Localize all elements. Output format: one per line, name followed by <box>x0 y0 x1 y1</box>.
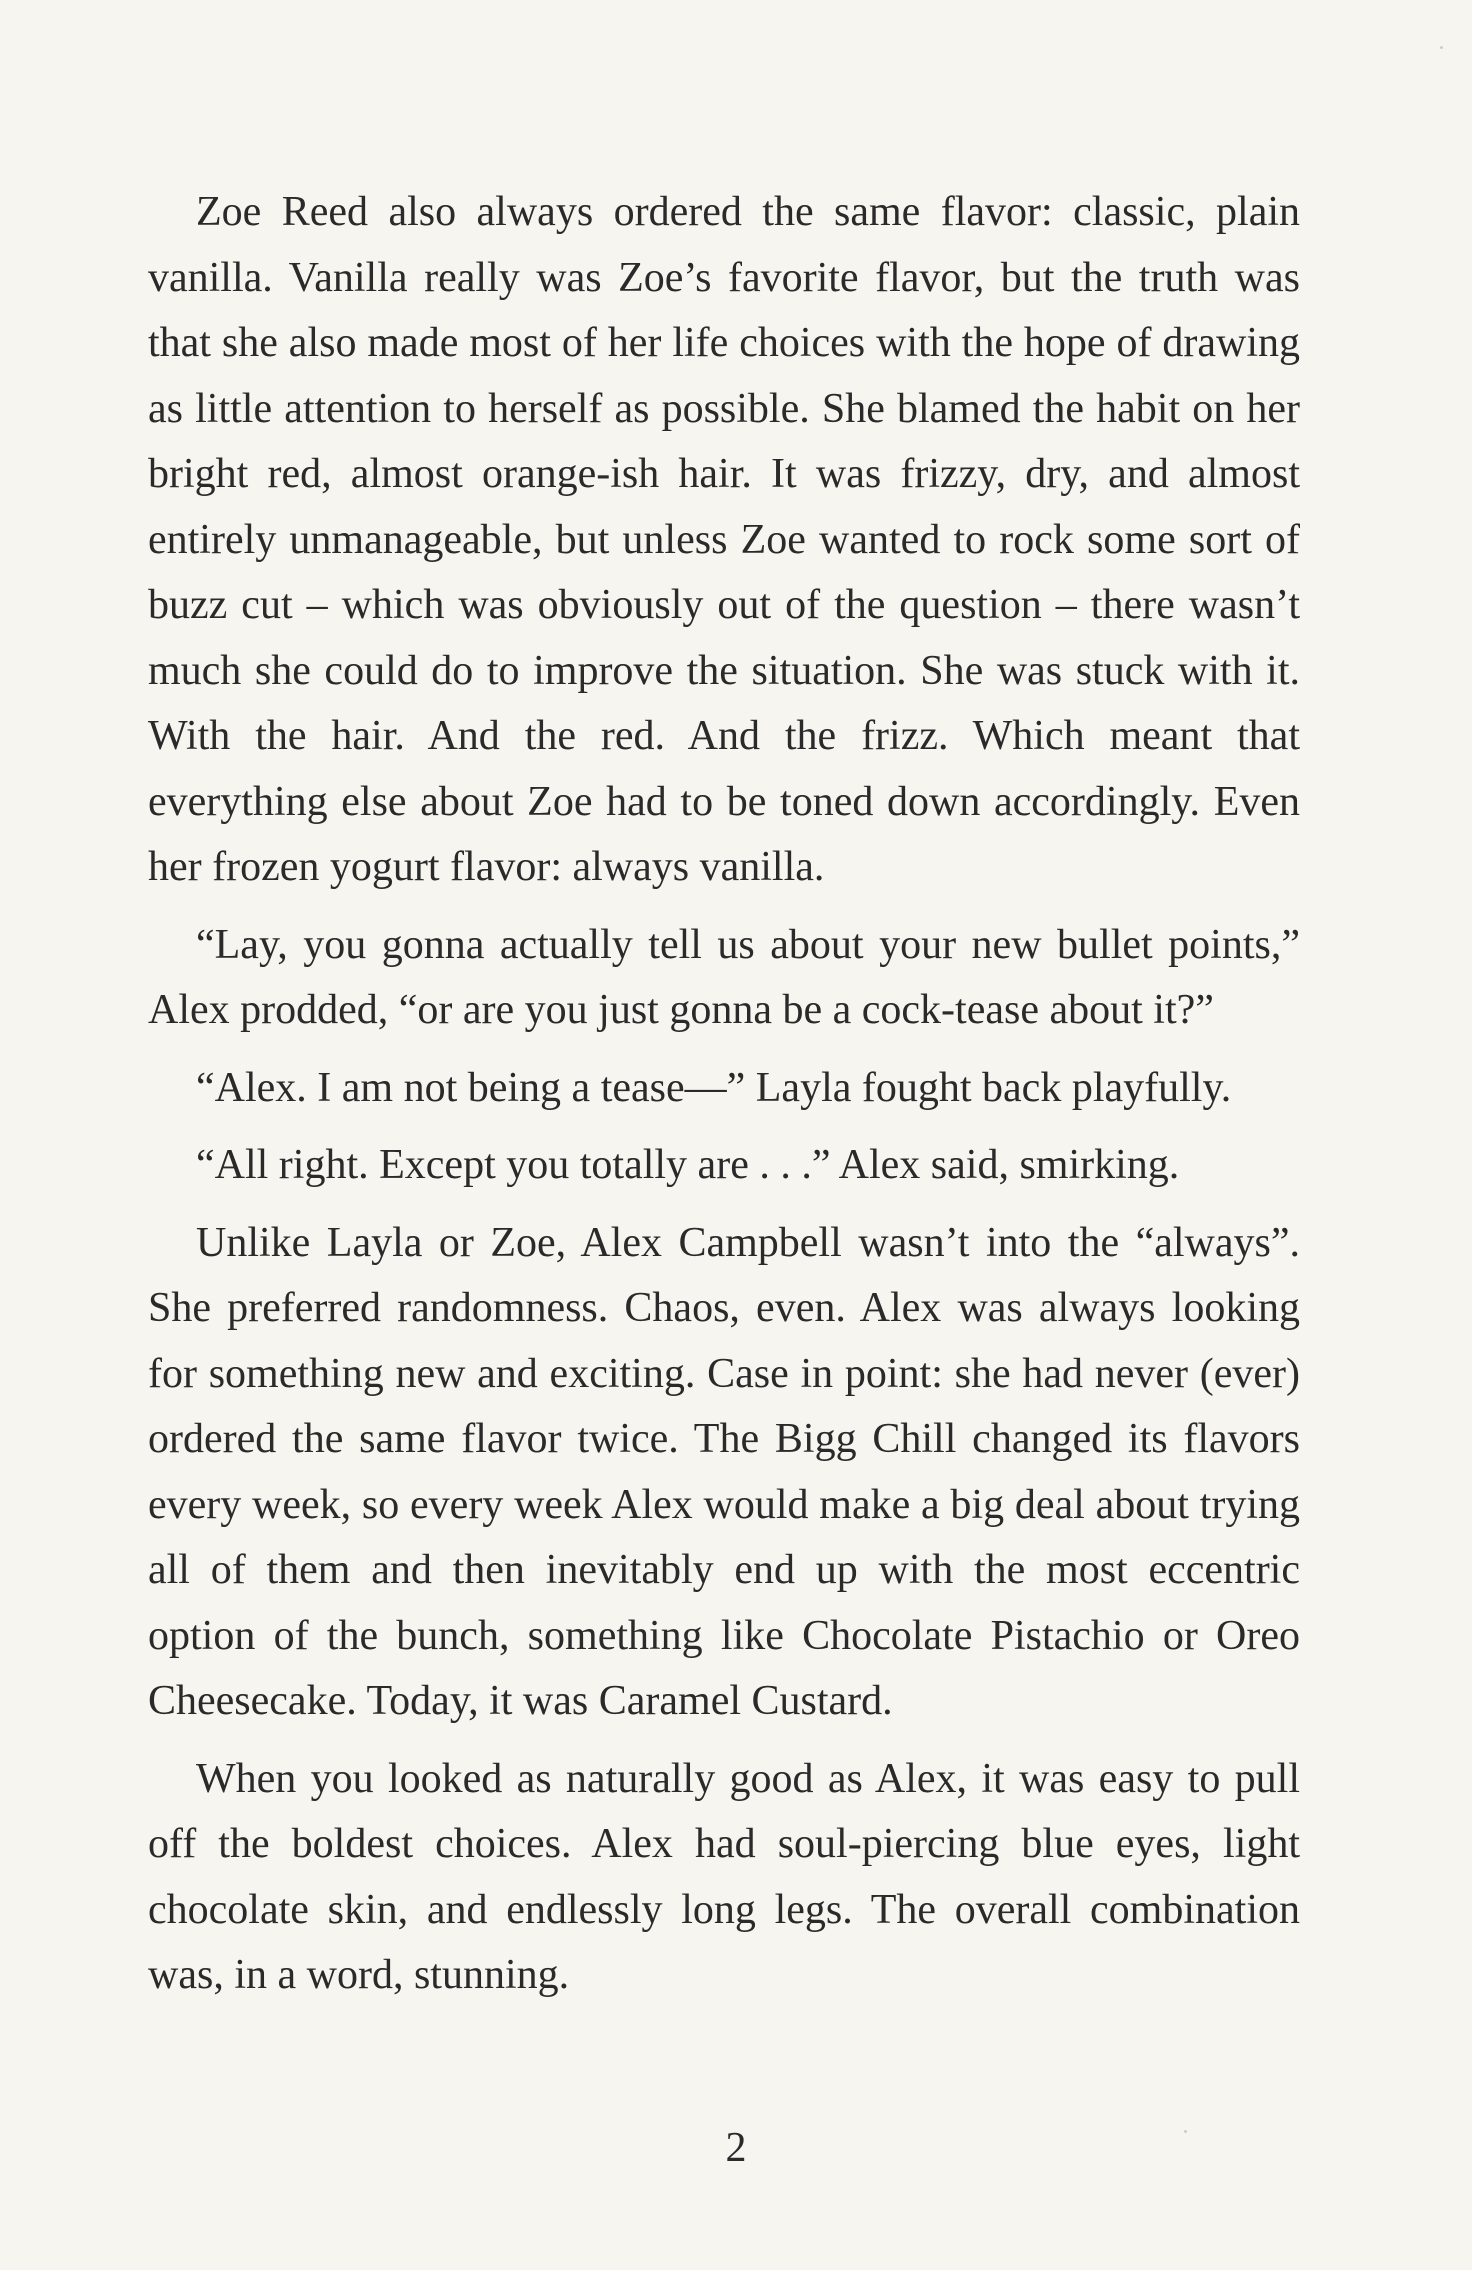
paragraph: When you looked as naturally good as Alex, it was easy to pull off the boldest choices. Alex had soul-piercing blue eyes, light chocolate skin, and endlessly long legs. The overall combination was, in a word, stunning. <box>148 1755 1300 1998</box>
body-text <box>148 180 1300 2021</box>
paper-speck <box>1184 2130 1187 2133</box>
paper-speck <box>1440 46 1443 49</box>
paragraph: “Lay, you gonna actually tell us about your new bullet points,” Alex prodded, “or are you just gonna be a cock-tease about it?” <box>148 921 1300 1033</box>
paragraph: Zoe Reed also always ordered the same flavor: classic, plain vanilla. Vanilla really was Zoe’s favorite flavor, but the truth was that she also made most of her life choices with the hope of drawing as little attention to herself as possible. She blamed the habit on her bright red, almost orange-ish hair. It was frizzy, dry, and almost entirely unmanageable, but unless Zoe wanted to rock some sort of buzz cut – which was obviously out of the question – there wasn’t much she could do to improve the situation. She was stuck with it. With the hair. And the red. And the frizz. Which meant that everything else about Zoe had to be toned down accordingly. Even her frozen yogurt flavor: always vanilla. <box>148 189 1300 890</box>
paragraph: “All right. Except you totally are . . .” Alex said, smirking. <box>196 1142 1180 1188</box>
paragraph: Unlike Layla or Zoe, Alex Campbell wasn’t into the “always”. She preferred randomness. Chaos, even. Alex was always looking for something new and exciting. Case in point: she had never (ever) ordered the same flavor twice. The Bigg Chill changed its flavors every week, so every week Alex would make a big deal about trying all of them and then inevitably end up with the most eccentric option of the bunch, something like Chocolate Pistachio or Oreo Cheesecake. Today, it was Caramel Custard. <box>148 1219 1300 1724</box>
page-number: 2 <box>725 2125 747 2171</box>
paragraph: “Alex. I am not being a tease—” Layla fought back playfully. <box>196 1064 1232 1111</box>
